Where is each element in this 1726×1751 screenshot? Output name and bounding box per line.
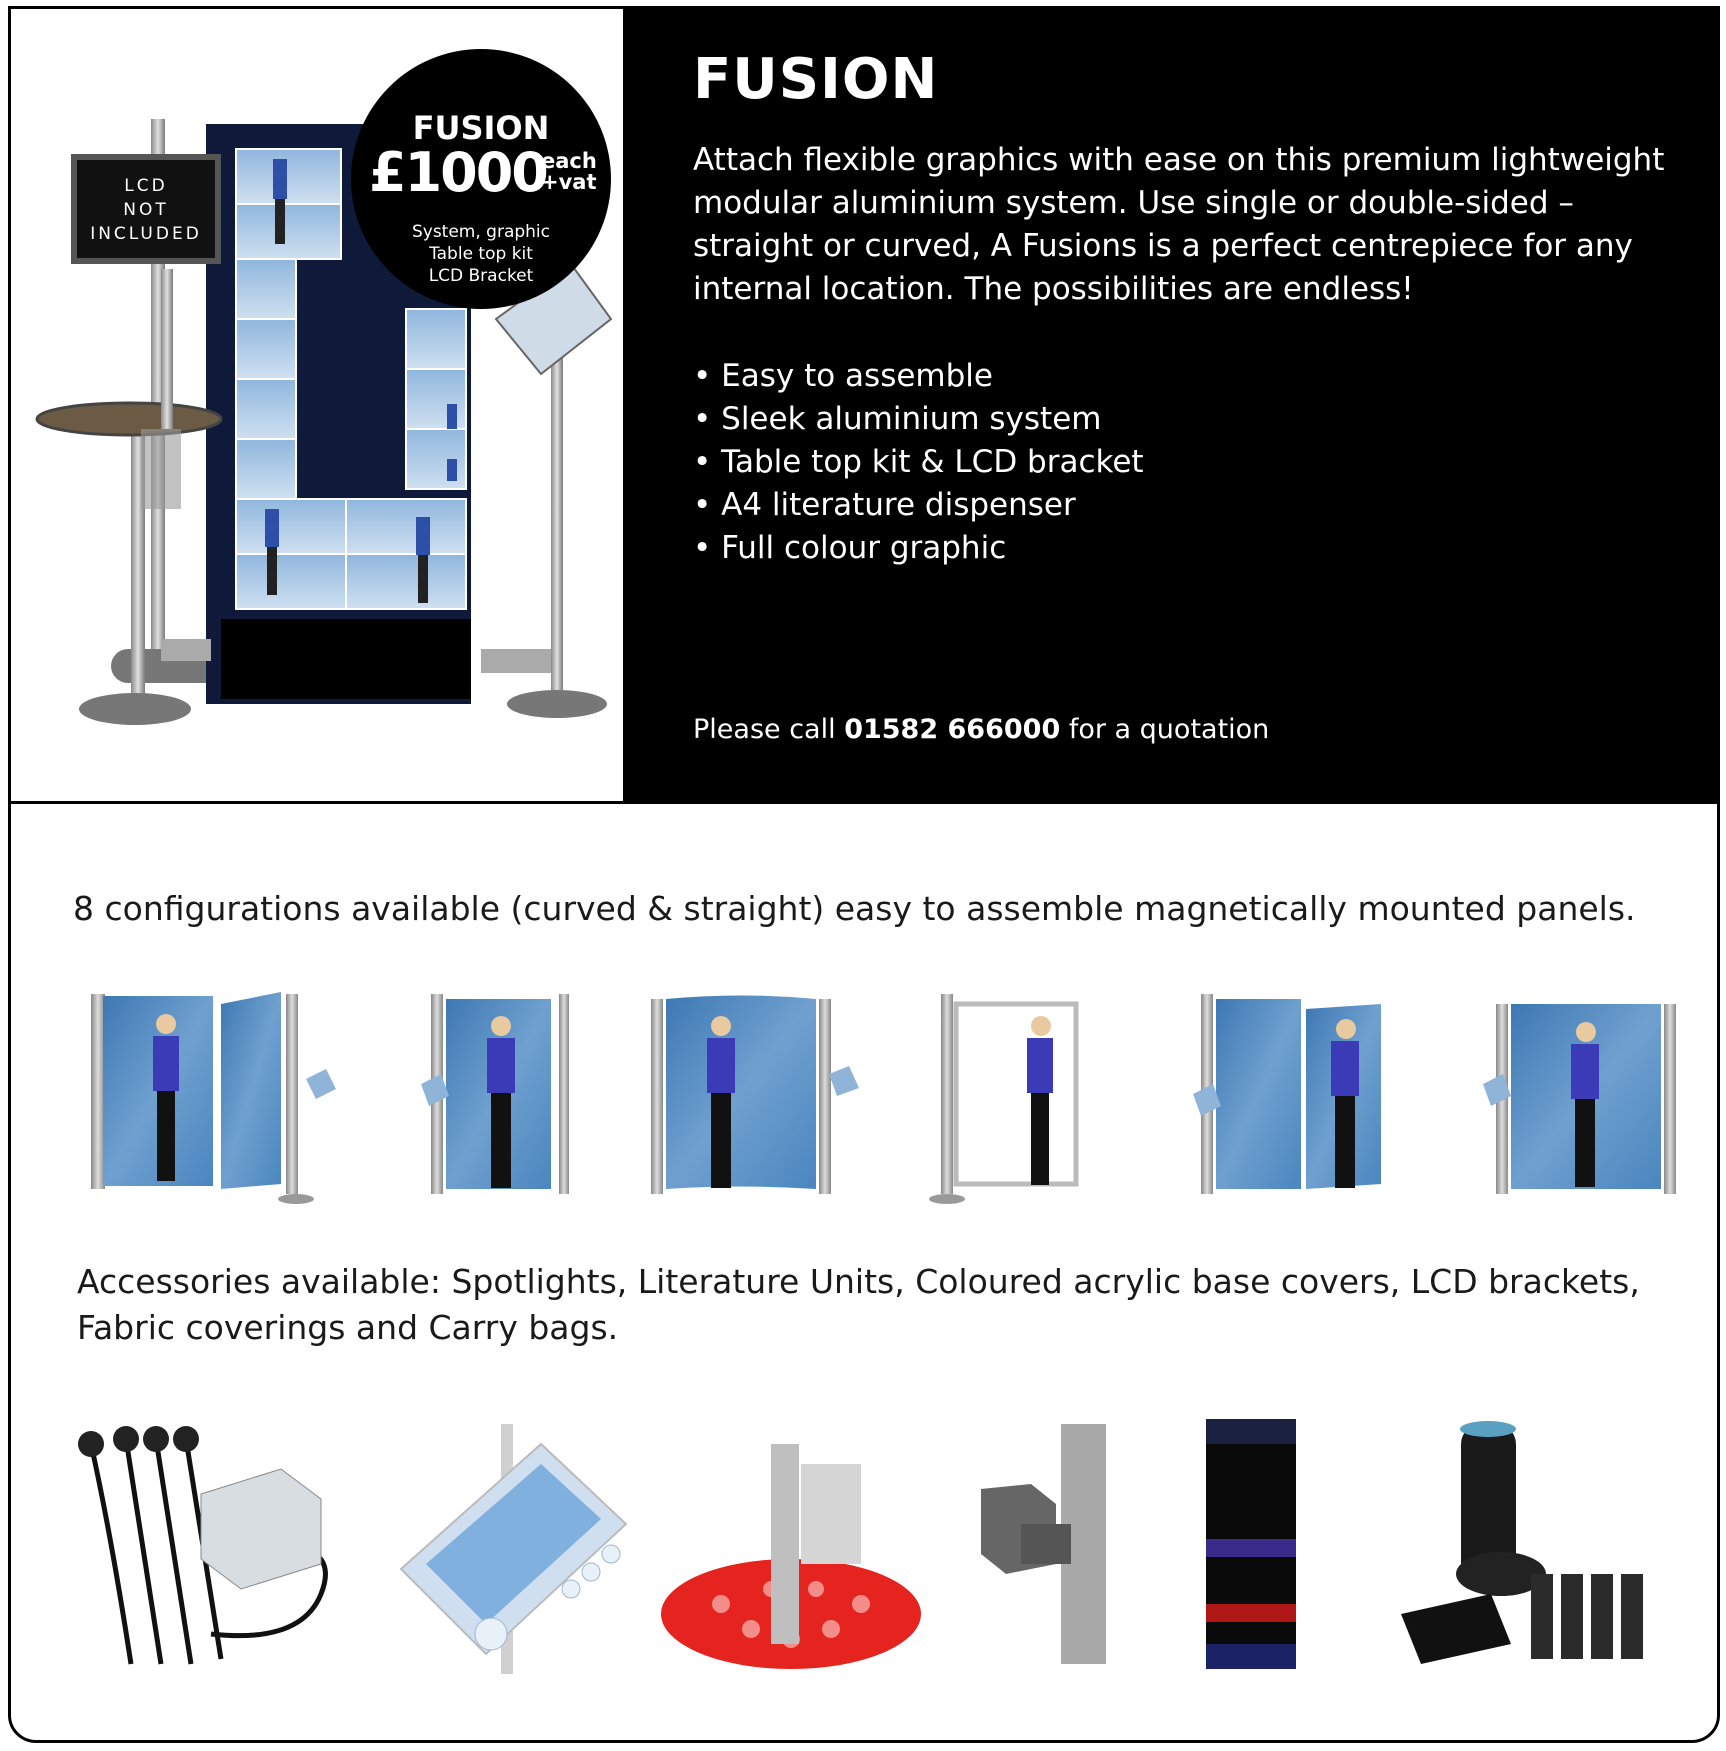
- feature-item: • Table top kit & LCD bracket: [693, 441, 1144, 484]
- configuration-gallery: [81, 984, 1681, 1219]
- badge-title: FUSION: [412, 109, 550, 147]
- feature-item: • A4 literature dispenser: [693, 484, 1144, 527]
- price-badge: [351, 49, 611, 309]
- lcd-not-included-label: [71, 154, 221, 264]
- spotlight-accessory: [78, 1426, 325, 1664]
- call-suffix: for a quotation: [1060, 714, 1270, 745]
- config-thumb-1: [91, 992, 336, 1204]
- product-title: FUSION: [693, 47, 939, 112]
- badge-each: each: [541, 149, 597, 173]
- call-prefix: Please call: [693, 714, 845, 745]
- fabric-covering-accessory: [1206, 1419, 1296, 1669]
- quotation-call: [693, 714, 1269, 745]
- product-description: Attach flexible graphics with ease on this premium lightweight modular aluminium system. Use single or double-sided – straight or curved, A Fusions is a perfect centrepiece for any internal location. The possibilities are endless!: [693, 142, 1665, 307]
- lcd-bracket-accessory: [981, 1424, 1106, 1664]
- config-thumb-3: [651, 996, 859, 1195]
- accessories-text: Accessories available: Spotlights, Literature Units, Coloured acrylic base covers, LCD brackets, Fabric coverings and Carry bags.: [77, 1262, 1640, 1347]
- badge-each-vat: [541, 151, 597, 193]
- badge-include-line: Table top kit: [429, 244, 533, 264]
- badge-includes: [351, 221, 611, 287]
- phone-number: 01582 666000: [844, 714, 1061, 745]
- carry-bag-accessory: [1401, 1421, 1643, 1664]
- acrylic-base-accessory: [661, 1444, 921, 1669]
- configurations-heading: 8 configurations available (curved & straight) easy to assemble magnetically mounted panels.: [73, 889, 1636, 928]
- badge-include-line: System, graphic: [411, 222, 551, 242]
- config-thumb-2: [421, 994, 569, 1194]
- lcd-label-line: NOT: [123, 200, 169, 220]
- lcd-label-line: INCLUDED: [90, 224, 202, 244]
- literature-unit-accessory: [401, 1424, 626, 1674]
- feature-list: [693, 355, 1144, 570]
- feature-item: • Full colour graphic: [693, 527, 1144, 570]
- product-header: [11, 9, 1717, 804]
- feature-item: • Easy to assemble: [693, 355, 1144, 398]
- badge-vat: +vat: [541, 170, 597, 194]
- lcd-label-line: LCD: [124, 176, 168, 196]
- page-frame: [8, 6, 1720, 1743]
- badge-include-line: LCD Bracket: [428, 266, 534, 286]
- config-thumb-4: [929, 994, 1076, 1204]
- feature-item: • Sleek aluminium system: [693, 398, 1144, 441]
- info-panel: [623, 9, 1717, 801]
- product-image: [11, 9, 623, 801]
- accessory-gallery: [71, 1414, 1681, 1674]
- badge-price: £1000: [369, 141, 547, 204]
- config-thumb-6: [1483, 1004, 1676, 1194]
- config-thumb-5: [1193, 994, 1381, 1194]
